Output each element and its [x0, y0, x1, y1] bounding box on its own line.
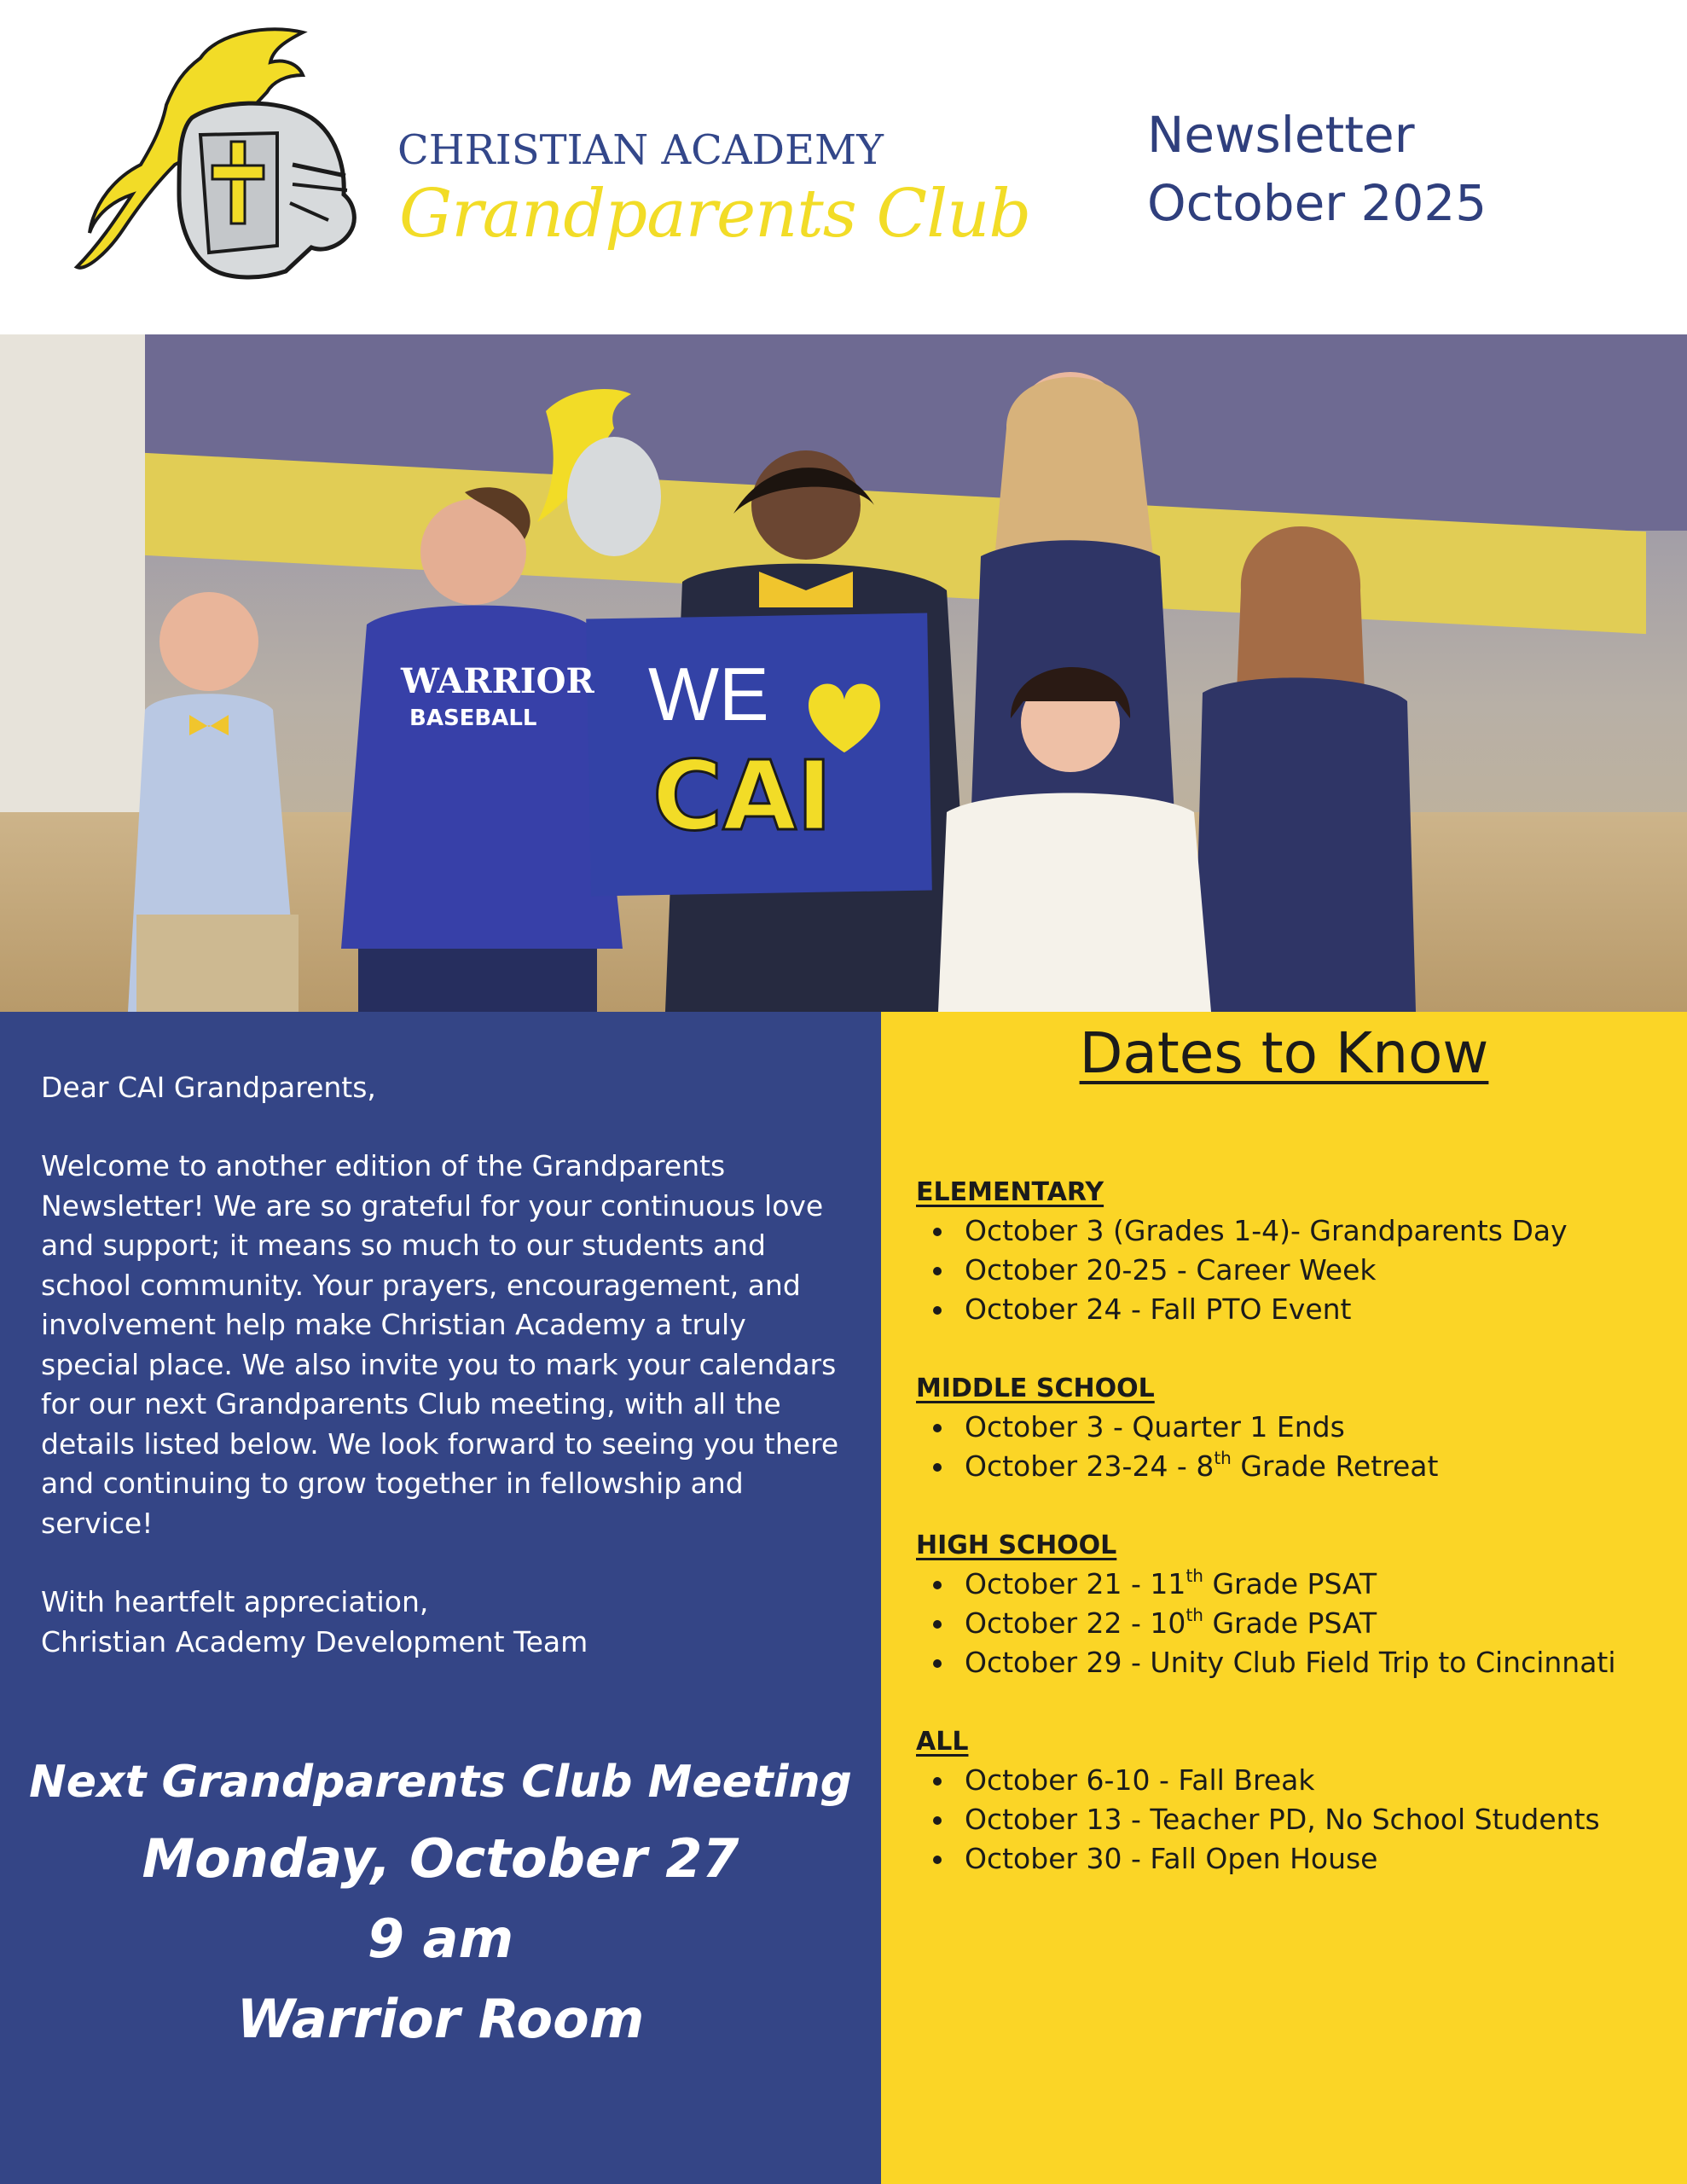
- warrior-helmet-logo: [72, 24, 371, 280]
- letter-body: Welcome to another edition of the Grandparents Newsletter! We are so grateful for your continuous love and support; it means so much to our students and school community. Your prayers, encouragement, and involvement help make Christian Academy a truly special place. We also invite you to mark your calendars for our next Grandparents Club meeting, with all the details listed below. We look forward to seeing you there and continuing to grow together in fellowship and service!: [41, 1149, 839, 1540]
- item-text: Grade Retreat: [1231, 1449, 1439, 1483]
- section-elementary: [916, 1174, 1568, 1329]
- logo-club-name: Grandparents Club: [399, 176, 1031, 253]
- dates-title: Dates to Know: [1079, 1020, 1489, 1086]
- letter-panel: [0, 1012, 881, 2184]
- section-high-school: [916, 1527, 1616, 1682]
- students-photo-illustration: [0, 334, 1687, 1012]
- item-text: Grade PSAT: [1203, 1567, 1377, 1600]
- section-middle-school: [916, 1370, 1438, 1486]
- students-photo: [0, 334, 1687, 1012]
- list-item: October 20-25 - Career Week: [916, 1251, 1568, 1290]
- we-love-cai-sign: [586, 613, 932, 897]
- meeting-date: Monday, October 27: [142, 1827, 739, 1890]
- list-item: October 6-10 - Fall Break: [916, 1761, 1600, 1800]
- letter-greeting: Dear CAI Grandparents,: [41, 1071, 376, 1104]
- item-text: October 21 - 11: [965, 1567, 1186, 1600]
- list-item: [916, 1565, 1616, 1604]
- list-item: October 3 - Quarter 1 Ends: [916, 1408, 1438, 1447]
- ordinal-suffix: th: [1186, 1565, 1203, 1586]
- section-title-all: ALL: [916, 1727, 969, 1757]
- ordinal-suffix: th: [1186, 1605, 1203, 1625]
- letter-closing: [41, 1582, 588, 1662]
- meeting-heading: Next Grandparents Club Meeting: [29, 1757, 852, 1808]
- dates-panel: [881, 1012, 1687, 2184]
- logo-school-name: CHRISTIAN ACADEMY: [397, 126, 884, 174]
- list-item: October 24 - Fall PTO Event: [916, 1290, 1568, 1329]
- newsletter-date: October 2025: [1147, 174, 1487, 232]
- section-all: [916, 1723, 1600, 1879]
- closing-line-2: Christian Academy Development Team: [41, 1625, 588, 1658]
- section-title-high-school: HIGH SCHOOL: [916, 1531, 1117, 1560]
- hoodie-baseball-text: BASEBALL: [409, 706, 537, 731]
- newsletter-label: Newsletter: [1147, 106, 1415, 164]
- sign-we-text: WE: [648, 652, 769, 736]
- newsletter-title: [1147, 101, 1487, 237]
- meeting-time: 9 am: [367, 1908, 514, 1970]
- list-item: October 30 - Fall Open House: [916, 1839, 1600, 1879]
- meeting-location: Warrior Room: [236, 1988, 645, 2050]
- list-item: October 29 - Unity Club Field Trip to Cincinnati: [916, 1643, 1616, 1682]
- list-item: [916, 1447, 1438, 1486]
- next-meeting-block: [0, 1745, 881, 2059]
- ordinal-suffix: th: [1214, 1448, 1232, 1468]
- logo-wordmark: [397, 126, 1031, 288]
- newsletter-header: [0, 0, 1687, 334]
- section-title-elementary: ELEMENTARY: [916, 1177, 1104, 1207]
- list-item: October 3 (Grades 1-4)- Grandparents Day: [916, 1211, 1568, 1251]
- item-text: Grade PSAT: [1203, 1606, 1377, 1640]
- item-text: October 22 - 10: [965, 1606, 1186, 1640]
- list-item: October 13 - Teacher PD, No School Students: [916, 1800, 1600, 1839]
- closing-line-1: With heartfelt appreciation,: [41, 1585, 429, 1618]
- section-title-middle-school: MIDDLE SCHOOL: [916, 1374, 1155, 1403]
- item-text: October 23-24 - 8: [965, 1449, 1215, 1483]
- sign-cai-text: CAI: [652, 741, 832, 852]
- list-item: [916, 1604, 1616, 1643]
- hoodie-warrior-text: WARRIOR: [401, 661, 594, 701]
